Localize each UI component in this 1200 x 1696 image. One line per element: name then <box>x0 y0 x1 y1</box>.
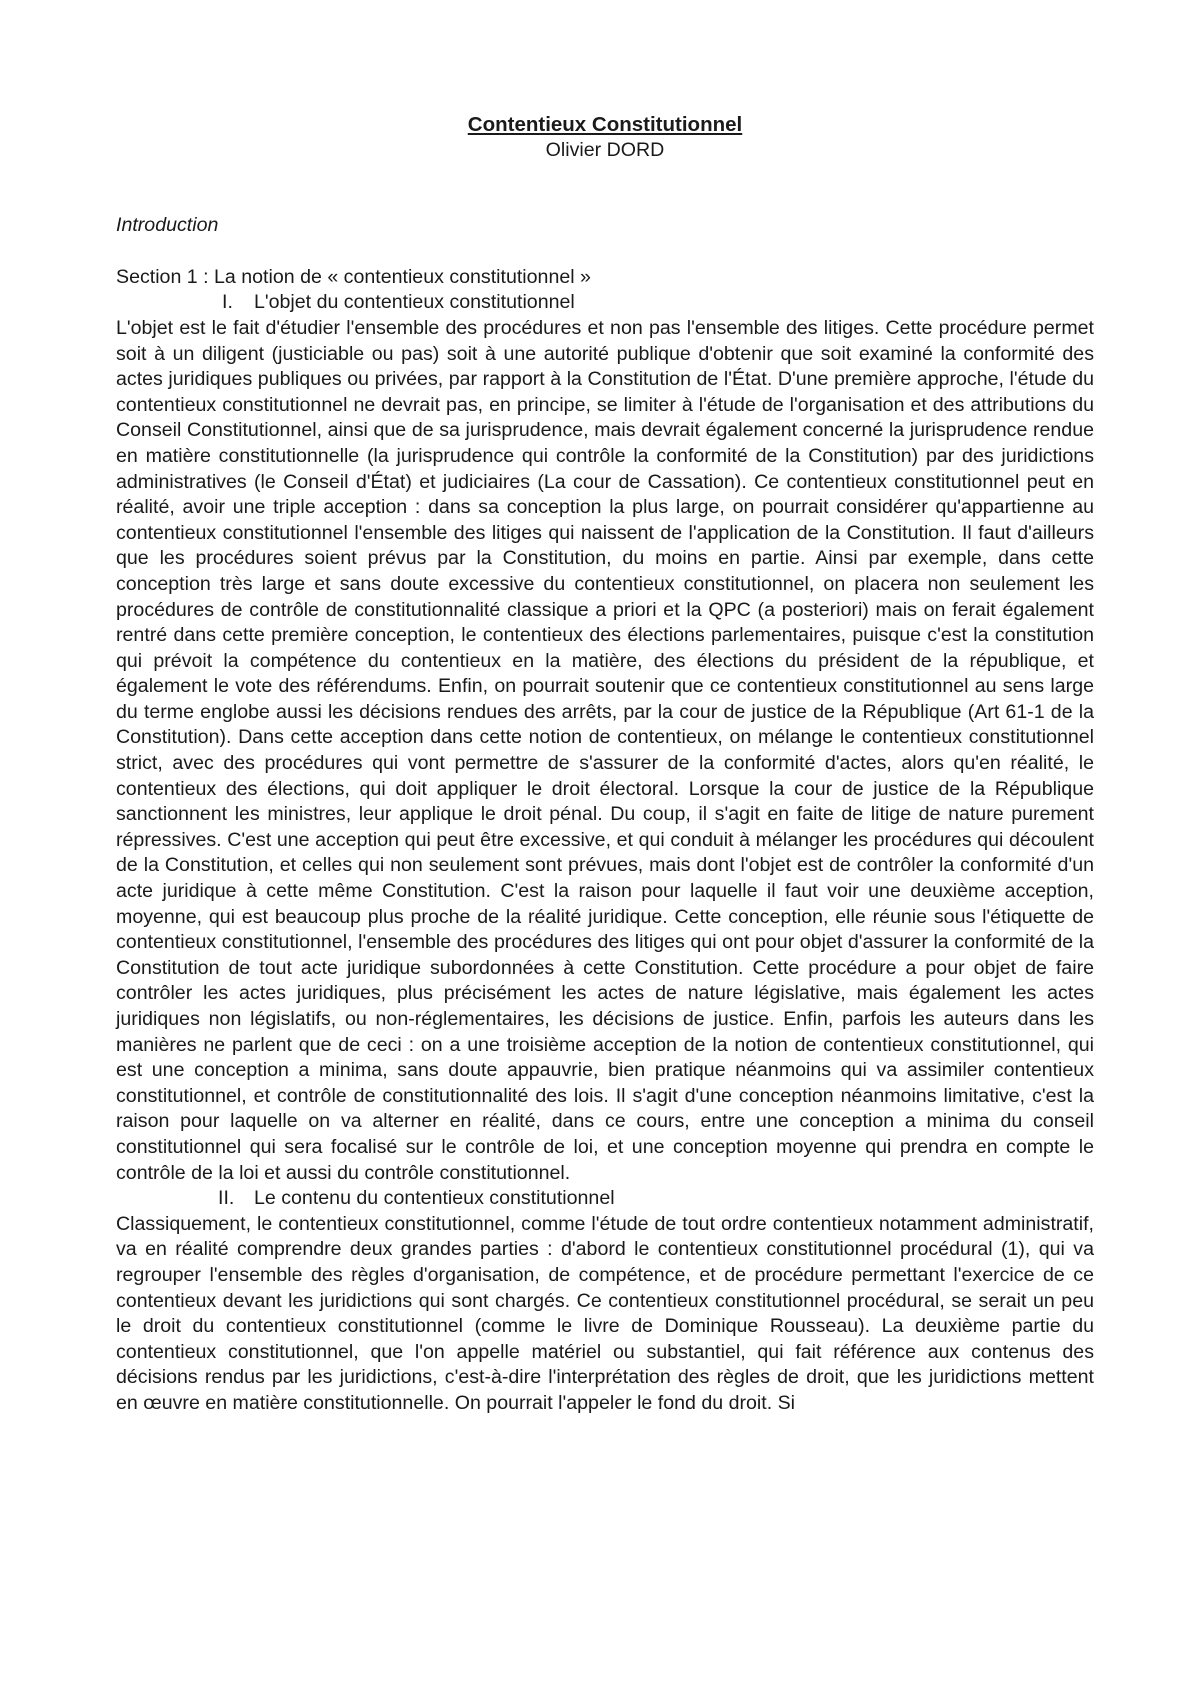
section-heading: Section 1 : La notion de « contentieux constitutionnel » <box>116 265 591 288</box>
part-ii-heading <box>116 1186 1094 1212</box>
document-author: Olivier DORD <box>545 138 665 161</box>
part-ii-number: II. <box>218 1187 235 1210</box>
part-i-body: L'objet est le fait d'étudier l'ensemble des procédures et non pas l'ensemble des litiges. Cette procédure permet soit à un diligent (justiciable ou pas) soit à une autorité publique d'obtenir que soit examiné la conformité des actes juridiques publiques ou privées, par rapport à la Constitution de l'État. D'une première approche, l'étude du contentieux constitutionnel ne devrait pas, en principe, se limiter à l'étude de l'organisation et des attributions du Conseil Constitutionnel, ainsi que de sa jurisprudence, mais devrait également concerné la jurisprudence rendue en matière constitutionnelle (la jurisprudence qui contrôle la conformité de la Constitution) par des juridictions administratives (le Conseil d'État) et judiciaires (La cour de Cassation). Ce contentieux constitutionnel peut en réalité, avoir une triple acception : dans sa conception la plus large, on pourrait considérer qu'appartienne au contentieux constitutionnel l'ensemble des litiges qui naissent de l'application de la Constitution. Il faut d'ailleurs que les procédures soient prévus par la Constitution, du moins en partie. Ainsi par exemple, dans cette conception très large et sans doute excessive du contentieux constitutionnel, on placera non seulement les procédures de contrôle de constitutionnalité classique a priori et la QPC (a posteriori) mais on ferait également rentré dans cette première conception, le contentieux des élections parlementaires, puisque c'est la constitution qui prévoit la compétence du contentieux en la matière, des élections du président de la république, et également le vote des référendums. Enfin, on pourrait soutenir que ce contentieux constitutionnel au sens large du terme englobe aussi les décisions rendues des arrêts, par la cour de justice de la République (Art 61-1 de la Constitution). Dans cette acception dans cette notion de contentieux, on mélange le contentieux constitutionnel strict, avec des procédures qui vont permettre de s'assurer de la conformité d'actes, alors qu'en réalité, le contentieux des élections, qui doit appliquer le droit électoral. Lorsque la cour de justice de la République sanctionnent les ministres, leur applique le droit pénal. Du coup, il s'agit en faite de litige de nature purement répressives. C'est une acception qui peut être excessive, et qui conduit à mélanger les procédures qui découlent de la Constitution, et celles qui non seulement sont prévues, mais dont l'objet est de contrôler la conformité d'un acte juridique à cette même Constitution. C'est la raison pour laquelle il faut voir une deuxième acception, moyenne, qui est beaucoup plus proche de la réalité juridique. Cette conception, elle réunie sous l'étiquette de contentieux constitutionnel, l'ensemble des procédures des litiges qui ont pour objet d'assurer la conformité de la Constitution de tout acte juridique subordonnées à cette Constitution. Cette procédure a pour objet de faire contrôler les actes juridiques, plus précisément les actes de nature législative, mais également les actes juridiques non législatifs, ou non-réglementaires, les décisions de justice. Enfin, parfois les auteurs dans les manières ne parlent que de ceci : on a une troisième acception de la notion de contentieux constitutionnel, qui est une conception a minima, sans doute appauvrie, bien pratique néanmoins qui va assimiler contentieux constitutionnel, et contrôle de constitutionnalité des lois. Il s'agit d'une conception néanmoins limitative, c'est la raison pour laquelle on va alterner en réalité, dans ce cours, entre une conception a minima du conseil constitutionnel qui sera focalisé sur le contrôle de loi, et une conception moyenne qui prendra en compte le contrôle de la loi et aussi du contrôle constitutionnel. <box>116 316 1094 1184</box>
part-ii-body: Classiquement, le contentieux constitutionnel, comme l'étude de tout ordre contentieux notamment administratif, va en réalité comprendre deux grandes parties : d'abord le contentieux constitutionnel procédural (1), qui va regrouper l'ensemble des règles d'organisation, de compétence, et de procédure permettant l'exercice de ce contentieux devant les juridictions qui sont chargés. Ce contentieux constitutionnel procédural, se serait un peu le droit du contentieux constitutionnel (comme le livre de Dominique Rousseau). La deuxième partie du contentieux constitutionnel, que l'on appelle matériel ou substantiel, qui fait référence aux contenus des décisions rendus par les juridictions, c'est-à-dire l'interprétation des règles de droit, que les juridictions mettent en œuvre en matière constitutionnelle. On pourrait l'appeler le fond du droit. Si <box>116 1212 1094 1414</box>
introduction-heading: Introduction <box>116 214 219 237</box>
part-i-heading <box>116 290 1094 316</box>
part-i-number: I. <box>222 291 233 314</box>
document-title: Contentieux Constitutionnel <box>467 113 743 136</box>
document-page <box>116 112 1094 1417</box>
part-ii-title: Le contenu du contentieux constitutionnel <box>254 1187 615 1210</box>
part-i-title: L'objet du contentieux constitutionnel <box>254 291 575 314</box>
